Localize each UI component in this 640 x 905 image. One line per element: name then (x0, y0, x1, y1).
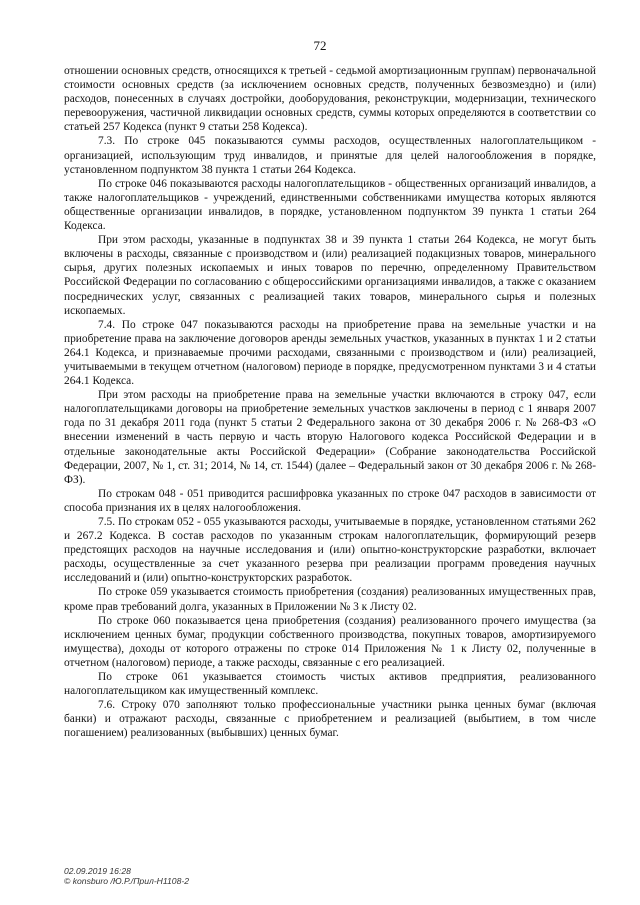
paragraph: 7.6. Строку 070 заполняют только профессиональные участники рынка ценных бумаг (включая банки) и отражают расходы, связанные с приобретением и реализацией (выбытием, в том числе погашением) реализованных (выбывших) ценных бумаг. (64, 699, 596, 740)
page-footer (64, 866, 189, 886)
footer-timestamp: 02.09.2019 16:28 (64, 866, 131, 876)
paragraph: По строке 059 указывается стоимость приобретения (создания) реализованных имущественных прав, кроме прав требований долга, указанных в Приложении № 3 к Листу 02. (64, 586, 596, 613)
document-body (64, 64, 596, 741)
footer-document-id: © konsburo /Ю.Р./Прил-Н1108-2 (64, 876, 190, 886)
paragraph: По строкам 048 - 051 приводится расшифровка указанных по строке 047 расходов в зависимости от способа признания их в целях налогообложения. (64, 487, 596, 514)
paragraph: отношении основных средств, относящихся к третьей - седьмой амортизационным группам) первоначальной стоимости основных средств (за исключением основных средств, полученных безвозмездно) и (или) расходов, понесенных в случаях достройки, дооборудования, реконструкции, модернизации, технического перевооружения, частичной ликвидации основных средств, суммы которых определяются в соответствии со статьей 257 Кодекса (пункт 9 статьи 258 Кодекса). (64, 65, 596, 134)
paragraph: По строке 046 показываются расходы налогоплательщиков - общественных организаций инвалидов, а также налогоплательщиков - учреждений, единственными собственниками имущества которых являются общественные организации инвалидов, в порядке, установленном подпунктом 39 пункта 1 статьи 264 Кодекса. (64, 177, 596, 233)
paragraph: 7.3. По строке 045 показываются суммы расходов, осуществленных налогоплательщиком - организацией, использующим труд инвалидов, и принятые для целей налогообложения в порядке, установленном подпунктом 38 пункта 1 статьи 264 Кодекса. (64, 135, 596, 176)
paragraph: По строке 060 показывается цена приобретения (создания) реализованного прочего имущества (за исключением ценных бумаг, продукции собственного производства, покупных товаров, амортизируемого имущества), доходы от которого отражены по строке 014 Приложения № 1 к Листу 02, полученные в отчетном (налоговом) периоде, а также расходы, связанные с его реализацией. (64, 614, 596, 669)
page-number: 72 (313, 38, 327, 53)
paragraph: 7.4. По строке 047 показываются расходы на приобретение права на земельные участки и на приобретение права на заключение договоров аренды земельных участков, указанных в пунктах 1 и 2 статьи 264.1 Кодекса, и признаваемые прочими расходами, связанными с производством и (или) реализацией, учитываемыми в текущем отчетном (налоговом) периоде в порядке, предусмотренном пунктами 3 и 4 статьи 264.1 Кодекса. (64, 318, 596, 388)
paragraph: При этом расходы на приобретение права на земельные участки включаются в строку 047, если налогоплательщиками договоры на приобретение земельных участков заключены в период с 1 января 2007 года по 31 декабря 2011 года (пункт 5 статьи 2 Федерального закона от 30 декабря 2006 г. № 268-ФЗ «О внесении изменений в часть первую и часть вторую Налогового кодекса Российской Федерации и в отдельные законодательные акты Российской Федерации» (Собрание законодательства Российской Федерации, 2007, № 1, ст. 31; 2014, № 14, ст. 1544) (далее – Федеральный закон от 30 декабря 2006 г. № 268-ФЗ). (64, 389, 596, 486)
paragraph: 7.5. По строкам 052 - 055 указываются расходы, учитываемые в порядке, установленном статьями 262 и 267.2 Кодекса. В состав расходов по указанным строкам налогоплательщик, формирующий резерв предстоящих расходов на научные исследования и (или) опытно-конструкторские разработки, включает расходы, осуществленные за счет указанного резерва при реализации программ проведения научных исследований и (или) опытно-конструкторских разработок. (64, 516, 596, 585)
paragraph: По строке 061 указывается стоимость чистых активов предприятия, реализованного налогоплательщиком как имущественный комплекс. (64, 671, 596, 698)
paragraph: При этом расходы, указанные в подпунктах 38 и 39 пункта 1 статьи 264 Кодекса, не могут быть включены в расходы, связанные с производством и (или) реализацией подакцизных товаров, минерального сырья, других полезных ископаемых и иных товаров по перечню, определенному Правительством Российской Федерации по согласованию с общероссийскими организациями инвалидов, а также с оказанием посреднических услуг, связанных с реализацией таких товаров, минерального сырья и полезных ископаемых. (64, 234, 596, 317)
